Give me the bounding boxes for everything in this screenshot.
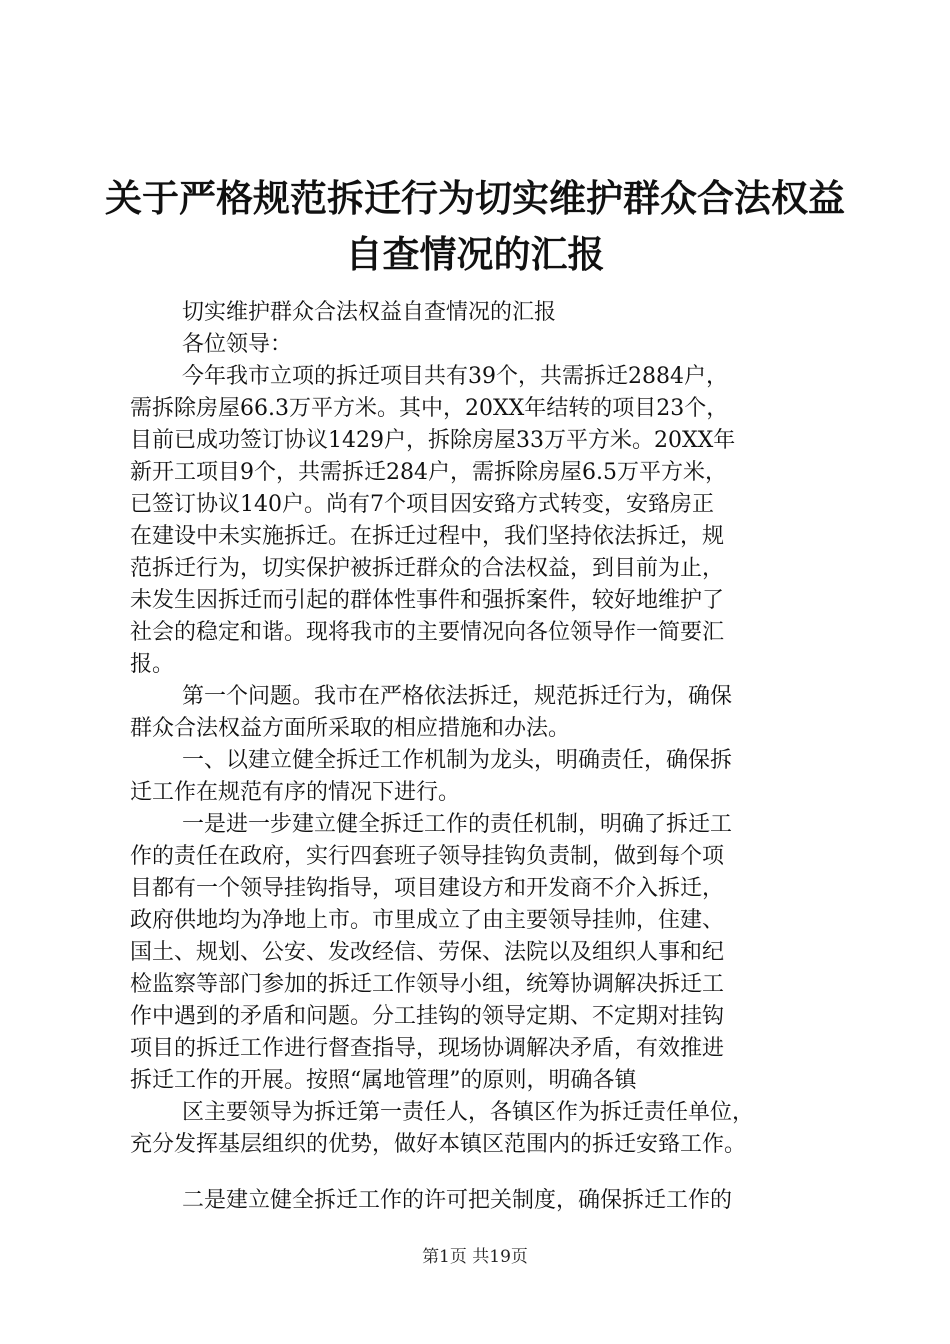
text-line: 作的责任在政府，实行四套班子领导挂钩负责制，做到每个项 bbox=[130, 844, 725, 869]
text-line: 政府供地均为净地上市。市里成立了由主要领导挂帅，住建、 bbox=[130, 908, 725, 933]
paragraph-gap bbox=[130, 1161, 830, 1185]
text-line: 迁工作在规范有序的情况下进行。 bbox=[130, 780, 461, 805]
text-line: 社会的稳定和谐。现将我市的主要情况向各位领导作一简要汇 bbox=[130, 620, 725, 645]
text-line: 目都有一个领导挂钩指导，项目建设方和开发商不介入拆迁， bbox=[130, 876, 725, 901]
text-line: 今年我市立项的拆迁项目共有39个，共需拆迁2884户， bbox=[182, 364, 728, 389]
text-line: 在建设中未实施拆迁。在拆迁过程中，我们坚持依法拆迁，规 bbox=[130, 524, 725, 549]
text-line: 一是进一步建立健全拆迁工作的责任机制，明确了拆迁工 bbox=[182, 812, 733, 837]
text-line: 范拆迁行为，切实保护被拆迁群众的合法权益，到目前为止， bbox=[130, 556, 725, 581]
text-line: 充分发挥基层组织的优势，做好本镇区范围内的拆迁安臵工作。 bbox=[130, 1132, 747, 1157]
document-title-line-2: 自查情况的汇报 bbox=[345, 232, 605, 276]
text-line: 已签订协议140户。尚有7个项目因安臵方式转变，安臵房正 bbox=[130, 492, 714, 517]
salutation: 各位领导： bbox=[182, 332, 293, 357]
text-line: 拆迁工作的开展。按照“属地管理”的原则，明确各镇 bbox=[130, 1068, 637, 1093]
paragraph-3 bbox=[130, 745, 830, 809]
text-line: 报。 bbox=[130, 652, 175, 677]
paragraph-4 bbox=[130, 809, 830, 1097]
text-line: 目前已成功签订协议1429户，拆除房屋33万平方米。20XX年 bbox=[130, 428, 736, 453]
text-line: 项目的拆迁工作进行督查指导，现场协调解决矛盾，有效推进 bbox=[130, 1036, 725, 1061]
text-line: 群众合法权益方面所采取的相应措施和办法。 bbox=[130, 716, 571, 741]
paragraph-1 bbox=[130, 361, 830, 681]
text-line: 作中遇到的矛盾和问题。分工挂钩的领导定期、不定期对挂钩 bbox=[130, 1004, 725, 1029]
text-line: 二是建立健全拆迁工作的许可把关制度，确保拆迁工作的 bbox=[182, 1188, 733, 1213]
page-number-footer: 第1页 共19页 bbox=[422, 1247, 528, 1267]
text-line: 一、以建立健全拆迁工作机制为龙头，明确责任，确保拆 bbox=[182, 748, 733, 773]
text-line: 第一个问题。我市在严格依法拆迁，规范拆迁行为，确保 bbox=[182, 684, 733, 709]
text-line: 需拆除房屋66.3万平方米。其中，20XX年结转的项目23个， bbox=[130, 396, 729, 421]
text-line: 检监察等部门参加的拆迁工作领导小组，统筹协调解决拆迁工 bbox=[130, 972, 725, 997]
text-line: 新开工项目9个，共需拆迁284户，需拆除房屋6.5万平方米， bbox=[130, 460, 727, 485]
document-title-line-1: 关于严格规范拆迁行为切实维护群众合法权益 bbox=[105, 176, 845, 220]
text-line: 国土、规划、公安、发改经信、劳保、法院以及组织人事和纪 bbox=[130, 940, 725, 965]
subtitle: 切实维护群众合法权益自查情况的汇报 bbox=[182, 300, 557, 325]
text-line: 未发生因拆迁而引起的群体性事件和强拆案件，较好地维护了 bbox=[130, 588, 725, 613]
paragraph-6 bbox=[130, 1185, 830, 1217]
text-line: 区主要领导为拆迁第一责任人，各镇区作为拆迁责任单位， bbox=[182, 1100, 755, 1125]
document-body bbox=[130, 297, 830, 1217]
paragraph-5 bbox=[130, 1097, 830, 1161]
paragraph-2 bbox=[130, 681, 830, 745]
